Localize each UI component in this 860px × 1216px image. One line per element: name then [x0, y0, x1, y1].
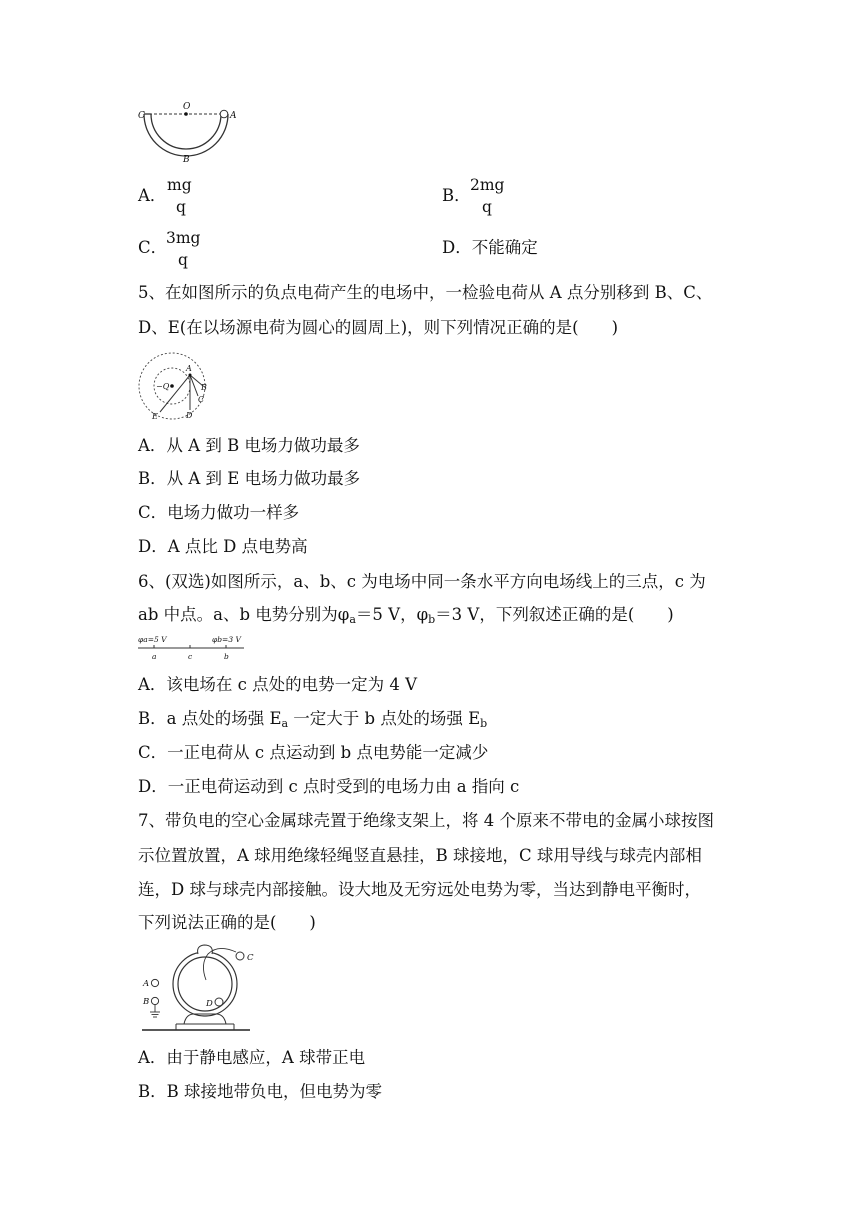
q6-stem-line-2-mid: ＝5 V，φ [355, 605, 429, 624]
q7-stem-line-1: 7、带负电的空心金属球壳置于绝缘支架上，将 4 个原来不带电的金属小球按图 [138, 811, 714, 830]
q6-label-phi-a: φa=5 V [138, 635, 167, 644]
q6-option-c: C．一正电荷从 c 点运动到 b 点电势能一定减少 [138, 743, 489, 762]
q4-label-o: O [183, 102, 191, 112]
q5-option-c: C．电场力做功一样多 [138, 503, 300, 522]
q7-stem-line-4: 下列说法正确的是( ) [138, 913, 316, 932]
q4-option-a-letter: A． [138, 186, 167, 205]
q4-option-b-letter: B． [442, 186, 471, 205]
q5-label-c: C [198, 395, 205, 404]
q6-label-b: b [224, 652, 229, 661]
q7-stem-line-2: 示位置放置，A 球用绝缘轻绳竖直悬挂，B 球接地，C 球用导线与球壳内部相 [138, 846, 702, 865]
q4-option-b [442, 186, 471, 206]
q4-label-a: A [230, 111, 237, 121]
q6-stem-line-1: 6、(双选)如图所示，a、b、c 为电场中同一条水平方向电场线上的三点，c 为 [138, 572, 706, 591]
q7-label-d: D [206, 999, 213, 1009]
q5-option-d: D．A 点比 D 点电势高 [138, 537, 308, 556]
q6-stem-line-2-pre: ab 中点。a、b 电势分别为φ [138, 605, 350, 624]
q4-option-c-denominator: q [178, 251, 188, 269]
q6-stem-sub-a: a [349, 613, 356, 626]
q6-stem-sub-b: b [428, 613, 436, 626]
q4-label-b: B [183, 155, 190, 164]
q6-option-b-pre: B．a 点处的场强 E [138, 709, 282, 728]
q6-stem-line-2 [138, 605, 674, 625]
q4-option-c [138, 238, 167, 258]
q6-label-c: c [188, 652, 193, 661]
q6-option-b-sub-b: b [480, 717, 488, 730]
q5-stem-line-1: 5、在如图所示的负点电荷产生的电场中，一检验电荷从 A 点分别移到 B、C、 [138, 283, 713, 302]
q7-option-b: B．B 球接地带负电，但电势为零 [138, 1082, 382, 1101]
q5-option-b: B．从 A 到 E 电场力做功最多 [138, 469, 361, 488]
q6-label-phi-b: φb=3 V [212, 635, 241, 644]
q4-option-b-denominator: q [482, 198, 492, 216]
q4-option-a-denominator: q [176, 198, 186, 216]
q6-field-line-figure [136, 632, 248, 662]
q7-metal-shell-figure [136, 940, 256, 1036]
q4-option-d [442, 238, 538, 258]
q6-stem-line-2-post: ＝3 V，下列叙述正确的是( ) [435, 605, 674, 624]
q6-option-b-mid: 一定大于 b 点处的场强 E [288, 709, 481, 728]
q6-option-a: A．该电场在 c 点处的电势一定为 4 V [138, 675, 418, 694]
q5-label-a: A [186, 364, 192, 373]
q6-option-b [138, 709, 487, 729]
q7-label-a: A [143, 979, 150, 989]
q6-label-a: a [152, 652, 157, 661]
q4-option-c-numerator: 3mg [166, 229, 201, 247]
q5-label-b: B [201, 383, 207, 392]
q7-label-c: C [247, 953, 254, 963]
q4-option-b-numerator: 2mg [470, 176, 505, 194]
q4-label-c: C [138, 111, 145, 121]
q5-label-q: −Q [156, 382, 170, 391]
q4-semicircle-figure [136, 100, 246, 164]
q5-option-a: A．从 A 到 B 电场力做功最多 [138, 436, 360, 455]
q6-option-b-sub-a: a [281, 717, 289, 730]
q7-option-a: A．由于静电感应，A 球带正电 [138, 1048, 366, 1067]
q4-option-c-letter: C． [138, 238, 168, 257]
q5-stem-line-2: D、E(在以场源电荷为圆心的圆周上)，则下列情况正确的是( ) [138, 318, 619, 337]
q5-concentric-circles-figure [136, 348, 226, 424]
q4-option-a [138, 186, 166, 206]
q4-option-d-letter: D． [442, 238, 472, 257]
q5-label-d: D [186, 411, 193, 420]
q5-label-e: E [152, 412, 158, 421]
q6-option-d: D．一正电荷运动到 c 点时受到的电场力由 a 指向 c [138, 777, 520, 796]
q4-option-a-numerator: mg [167, 176, 192, 194]
q7-label-b: B [143, 997, 150, 1007]
q4-option-d-text: 不能确定 [471, 238, 538, 257]
q7-stem-line-3: 连，D 球与球壳内部接触。设大地及无穷远处电势为零，当达到静电平衡时， [138, 880, 701, 899]
